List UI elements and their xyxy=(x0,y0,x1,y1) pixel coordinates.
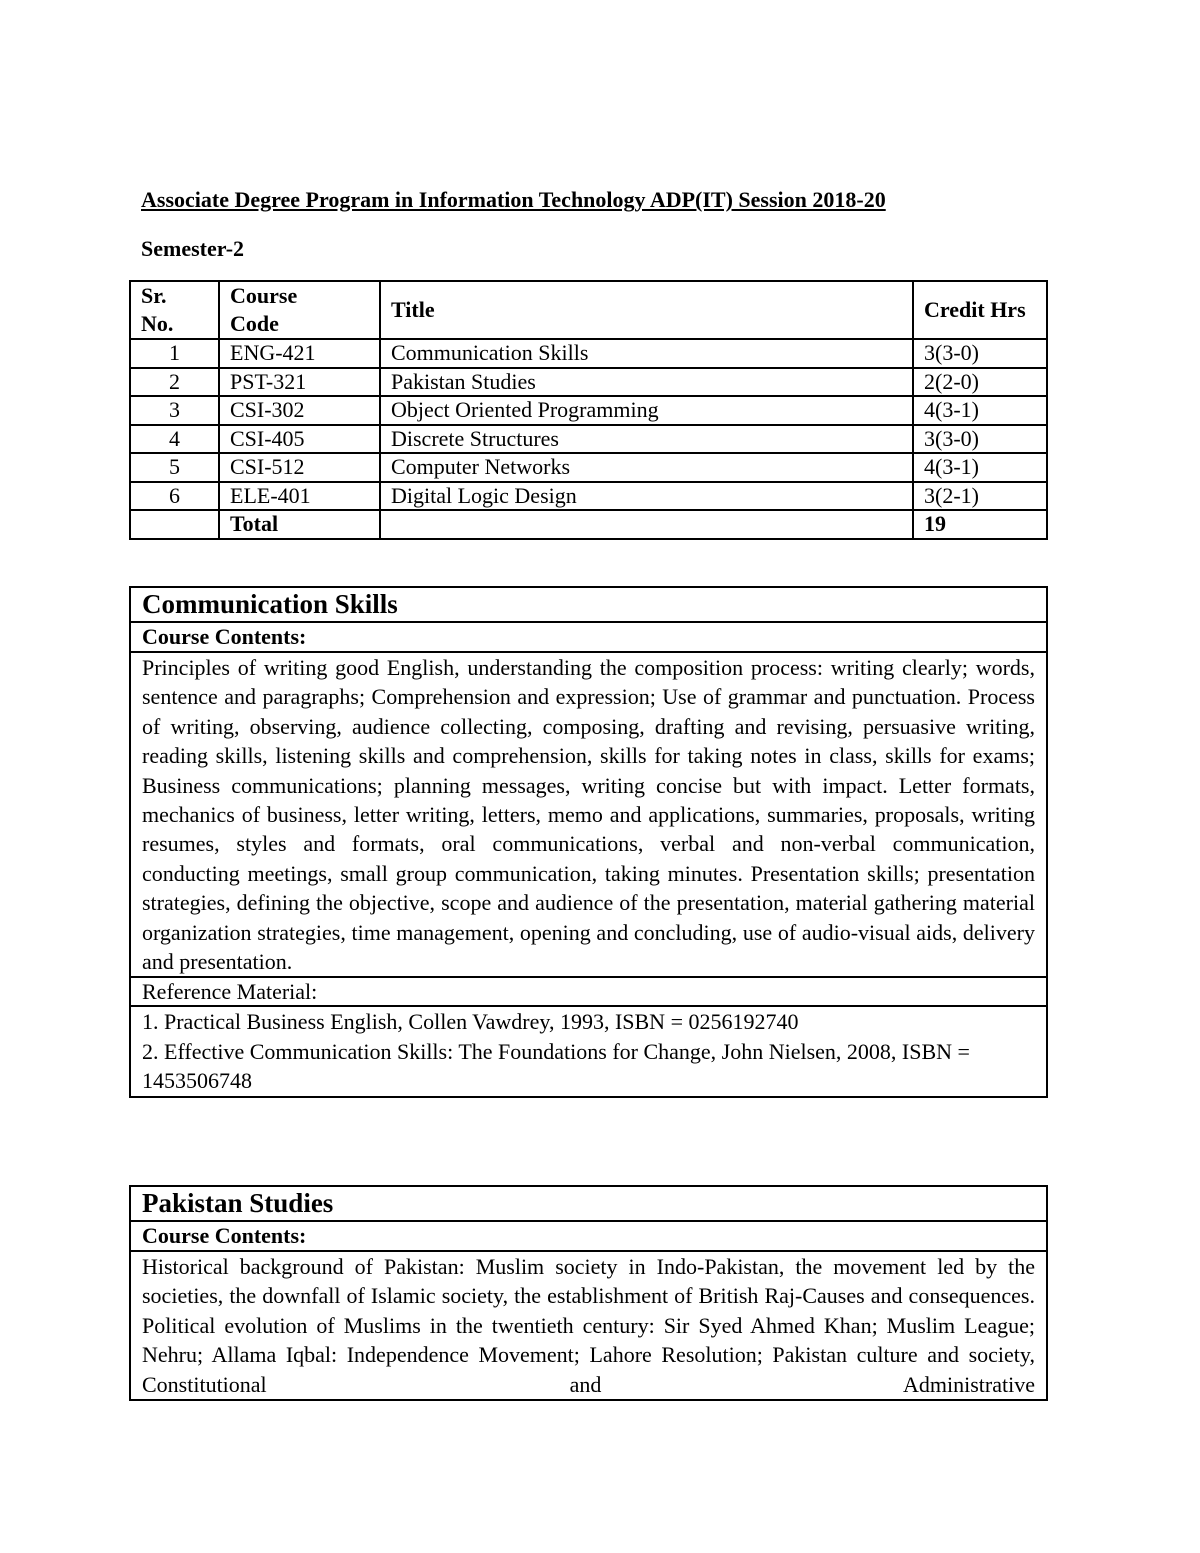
cell-title: Discrete Structures xyxy=(380,425,913,454)
course-box-pakistan-studies xyxy=(129,1185,1048,1401)
cell-course-code: ELE-401 xyxy=(219,482,380,511)
table-row xyxy=(130,396,1047,425)
course-title: Pakistan Studies xyxy=(131,1187,1046,1222)
cell-credit-hrs: 4(3-1) xyxy=(913,396,1047,425)
header-title: Title xyxy=(380,281,913,339)
table-row xyxy=(130,453,1047,482)
cell-course-code: CSI-302 xyxy=(219,396,380,425)
header-sr-text: Sr. xyxy=(141,283,167,308)
cell-sr-no: 6 xyxy=(130,482,219,511)
table-header-row xyxy=(130,281,1047,339)
cell-course-code: CSI-405 xyxy=(219,425,380,454)
cell-sr-no: 1 xyxy=(130,339,219,368)
cell-sr-no: 2 xyxy=(130,368,219,397)
cell-title: Digital Logic Design xyxy=(380,482,913,511)
course-contents-label: Course Contents: xyxy=(131,623,1046,653)
cell-sr-no: 5 xyxy=(130,453,219,482)
cell-title: Communication Skills xyxy=(380,339,913,368)
total-label: Total xyxy=(219,510,380,539)
course-contents: Historical background of Pakistan: Muslim society in Indo-Pakistan, the movement led by the societies, the downfall of Islamic society, the establishment of British Raj-Causes and consequences. Political evolution of Muslims in the twentieth century: Sir Syed Ahmed Khan; Muslim League; Nehru; Allama Iqbal: Independence Movement; Lahore Resolution; Pakistan culture and society, Constitutional and Administrative xyxy=(142,1254,1035,1397)
reference-material-label: Reference Material: xyxy=(131,978,1046,1007)
header-code-text-2: Code xyxy=(230,311,279,336)
cell-credit-hrs: 4(3-1) xyxy=(913,453,1047,482)
table-row xyxy=(130,482,1047,511)
cell-sr-no: 4 xyxy=(130,425,219,454)
cell-credit-hrs: 3(3-0) xyxy=(913,339,1047,368)
course-table xyxy=(129,280,1048,540)
table-row xyxy=(130,339,1047,368)
table-total-row xyxy=(130,510,1047,539)
total-value: 19 xyxy=(913,510,1047,539)
header-credit-hrs: Credit Hrs xyxy=(913,281,1047,339)
reference-list xyxy=(131,1007,1046,1096)
cell-title: Object Oriented Programming xyxy=(380,396,913,425)
table-row xyxy=(130,368,1047,397)
total-empty-cell xyxy=(130,510,219,539)
cell-sr-no: 3 xyxy=(130,396,219,425)
semester-label: Semester-2 xyxy=(141,236,245,261)
total-empty-title xyxy=(380,510,913,539)
cell-title: Pakistan Studies xyxy=(380,368,913,397)
header-course-code xyxy=(219,281,380,339)
cell-title: Computer Networks xyxy=(380,453,913,482)
header-code-text: Course xyxy=(230,283,298,308)
header-sr-no xyxy=(130,281,219,339)
reference-item: 1. Practical Business English, Collen Vawdrey, 1993, ISBN = 0256192740 xyxy=(142,1009,799,1035)
course-box-communication-skills xyxy=(129,586,1048,1098)
cell-credit-hrs: 2(2-0) xyxy=(913,368,1047,397)
cell-course-code: CSI-512 xyxy=(219,453,380,482)
table-row xyxy=(130,425,1047,454)
course-title: Communication Skills xyxy=(131,588,1046,623)
document-heading: Associate Degree Program in Information Technology ADP(IT) Session 2018-20 xyxy=(141,187,886,212)
cell-credit-hrs: 3(3-0) xyxy=(913,425,1047,454)
course-contents: Principles of writing good English, understanding the composition process: writing clearly; words, sentence and paragraphs; Comprehension and expression; Use of grammar and punctuation. Process of writing, observing, audience collecting, composing, drafting and revising, persuasive writing, reading skills, listening skills and comprehension, skills for taking notes in class, skills for exams; Business communications; planning messages, writing concise but with impact. Letter formats, mechanics of business, letter writing, letters, memo and applications, summaries, proposals, writing resumes, styles and formats, oral communications, verbal and non-verbal communication, conducting meetings, small group communication, taking minutes. Presentation skills; presentation strategies, defining the objective, scope and audience of the presentation, material gathering material organization strategies, time management, opening and concluding, use of audio-visual aids, delivery and presentation. xyxy=(131,653,1046,978)
header-sr-text-2: No. xyxy=(141,311,174,336)
cell-credit-hrs: 3(2-1) xyxy=(913,482,1047,511)
cell-course-code: ENG-421 xyxy=(219,339,380,368)
cell-course-code: PST-321 xyxy=(219,368,380,397)
course-contents-label: Course Contents: xyxy=(131,1222,1046,1252)
reference-item: 2. Effective Communication Skills: The Foundations for Change, John Nielsen, 2008, ISBN = 1453506748 xyxy=(142,1038,970,1094)
